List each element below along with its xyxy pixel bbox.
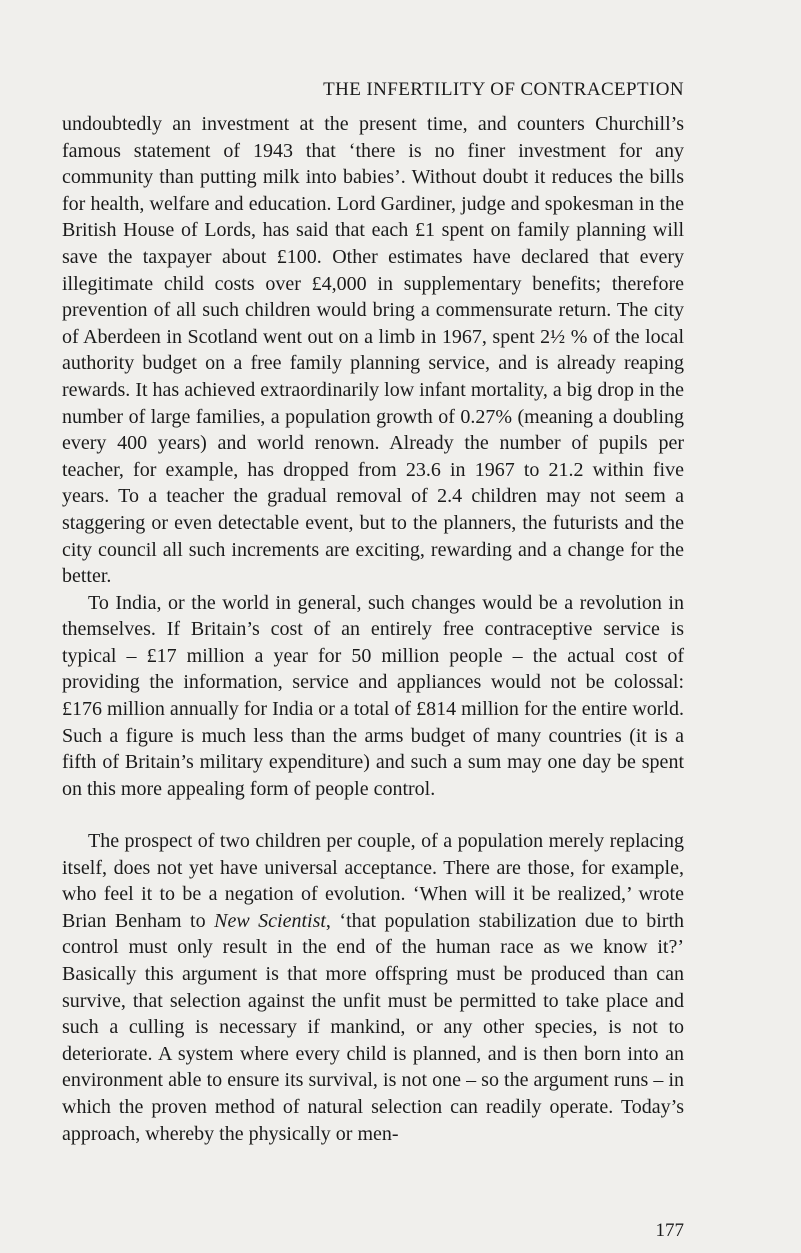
paragraph-evolution-text-1: The prospect of two children per couple, of a population merely replacing itself, does not yet have universal acceptance. There are those, for example, who feel it to be a negation of evolution. ‘When will it be realized,’ wrote Brian Benham to [62, 830, 684, 932]
body-text-section-2 [62, 828, 684, 1147]
paragraph-aberdeen: undoubtedly an investment at the present time, and counters Churchill’s famous statement of 1943 that ‘there is no finer investment for any community than putting milk into babies’. Without doubt it reduces the bills for health, welfare and education. Lord Gardiner, judge and spokesman in the British House of Lords, has said that each £1 spent on family planning will save the taxpayer about £100. Other estimates have declared that every illegitimate child costs over £4,000 in supplementary benefits; therefore prevention of all such children would bring a commensurate return. The city of Aberdeen in Scotland went out on a limb in 1967, spent 2½ % of the local authority budget on a free family planning service, and is already reaping rewards. It has achieved extraordinarily low infant mortality, a big drop in the number of large families, a population growth of 0.27% (meaning a doubling every 400 years) and world renown. Already the number of pupils per teacher, for example, has dropped from 23.6 in 1967 to 21.2 within five years. To a teacher the gradual removal of 2.4 children may not seem a staggering or even detectable event, but to the planners, the futurists and the city council all such increments are exciting, rewarding and a change for the better. [62, 113, 684, 588]
publication-title: New Scientist [214, 909, 326, 932]
paragraph-india: To India, or the world in general, such changes would be a revolution in themselves. If Britain’s cost of an entirely free contraceptive service is typical – £17 million a year for 50 million people – the actual cost of providing the information, service and appliances would not be colossal: £176 million annually for India or a total of £814 million for the entire world. Such a figure is much less than the arms budget of many countries (it is a fifth of Britain’s military expenditure) and such a sum may one day be spent on this more appealing form of people control. [62, 591, 684, 800]
body-text-section-1 [62, 111, 684, 802]
book-page [62, 0, 684, 1253]
paragraph-evolution-text-2: , ‘that population stabilization due to birth control must only result in the end of the human race as we know it?’ Basically this argument is that more offspring must be produced than can survive, that selection against the unfit must be permitted to take place and such a culling is necessary if mankind, or any other species, is not to deteriorate. A system where every child is planned, and is then born into an environment able to ensure its survival, is not one – so the argument runs – in which the proven method of natural selection can readily operate. Today’s approach, whereby the physically or men- [62, 909, 684, 1145]
running-head: THE INFERTILITY OF CONTRACEPTION [323, 79, 684, 100]
page-number: 177 [655, 1220, 684, 1241]
paragraph-evolution [62, 828, 684, 1147]
